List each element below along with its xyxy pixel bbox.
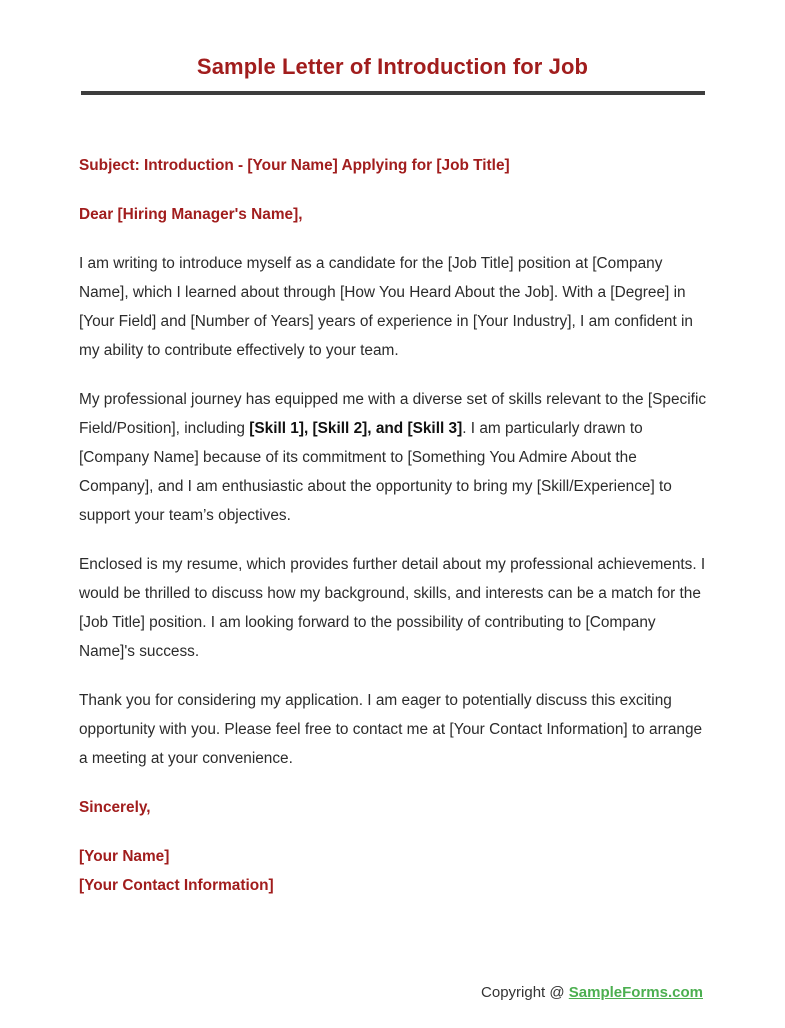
- letter-subject: Subject: Introduction - [Your Name] Applying for [Job Title]: [79, 157, 510, 174]
- copyright-text: Copyright @: [481, 984, 569, 1001]
- paragraph-skills-text-start: My professional journey has equipped me with a diverse set of skills relevant to the [Specific Field/Position], including: [79, 391, 707, 437]
- paragraph-skills: [79, 385, 709, 530]
- page-title: Sample Letter of Introduction for Job: [196, 54, 589, 79]
- title-divider: [81, 91, 705, 95]
- letter-salutation: Dear [Hiring Manager's Name],: [79, 206, 303, 223]
- letter-closing: Sincerely,: [79, 799, 151, 816]
- skills-highlight: [Skill 1], [Skill 2], and [Skill 3]: [249, 420, 463, 437]
- signature-contact: [Your Contact Information]: [79, 877, 274, 894]
- paragraph-thanks: Thank you for considering my application. I am eager to potentially discuss this exciting opportunity with you. Please feel free to contact me at [Your Contact Information] to arrange a meeting at your convenience.: [79, 692, 703, 767]
- paragraph-introduction: I am writing to introduce myself as a candidate for the [Job Title] position at [Company Name], which I learned about through [How You Heard About the Job]. With a [Degree] in [Your Field] and [Number of Years] years of experience in [Your Industry], I am confident in my ability to contribute effectively to your team.: [79, 255, 693, 359]
- copyright-footer: [481, 984, 703, 1001]
- signature-name: [Your Name]: [79, 848, 170, 865]
- paragraph-resume: Enclosed is my resume, which provides further detail about my professional achievements. I would be thrilled to discuss how my background, skills, and interests can be a match for the [Job Title] position. I am looking forward to the possibility of contributing to [Company Name]'s success.: [79, 556, 706, 660]
- paragraph-skills-text-end: . I am particularly drawn to [Company Name] because of its commitment to [Something You Admire About the Company], and I am enthusiastic about the opportunity to bring my [Skill/Experience] to support your team’s objectives.: [79, 420, 672, 524]
- letter-body: [79, 151, 709, 900]
- brand-link[interactable]: SampleForms.com: [568, 984, 703, 1001]
